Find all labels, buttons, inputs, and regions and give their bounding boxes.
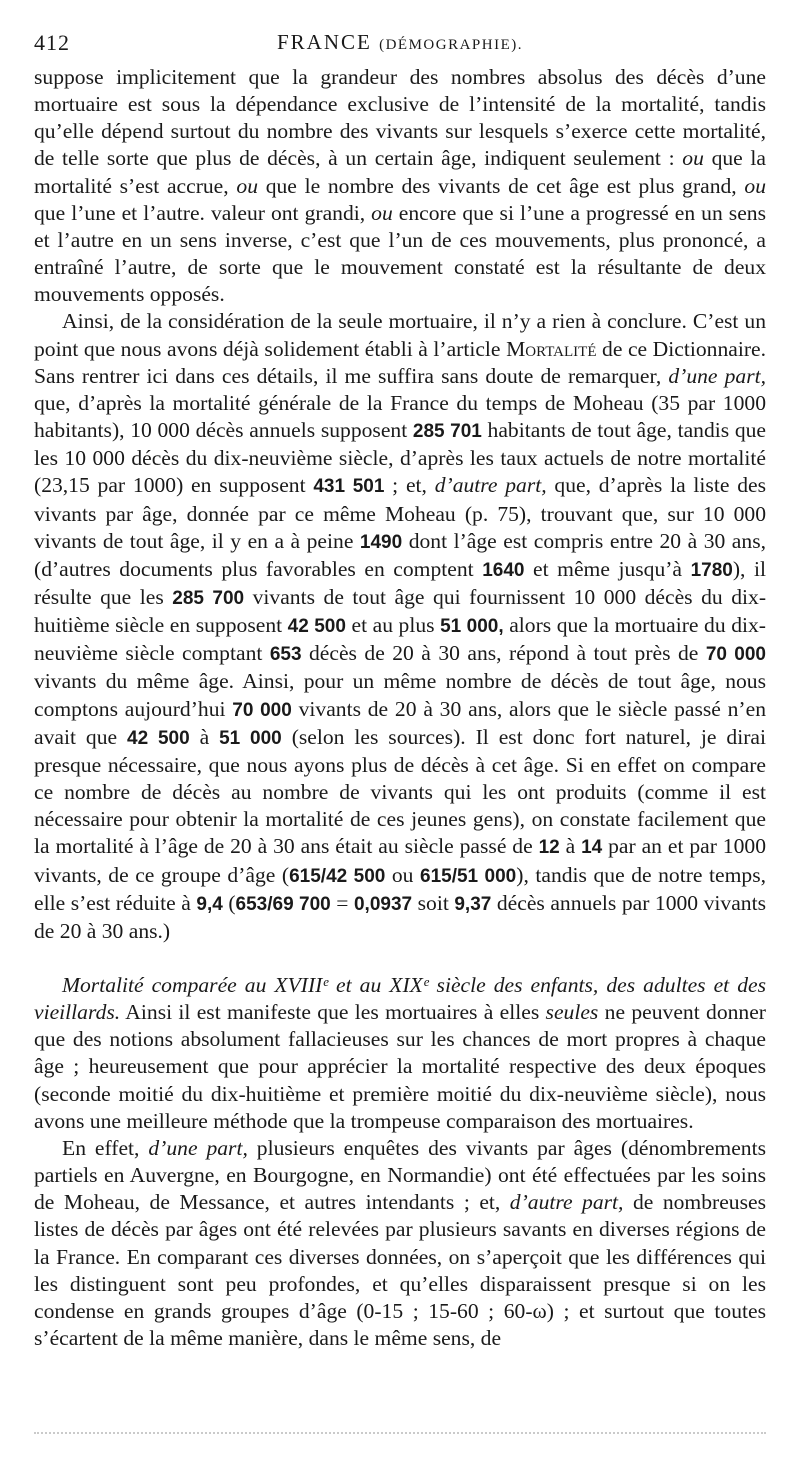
bold-number: 1780 xyxy=(690,559,733,581)
body-text xyxy=(34,64,766,1352)
text-run: que la mortalité s’est accrue, xyxy=(34,146,767,198)
italic-run: seules xyxy=(545,1000,599,1025)
italic-run: ou xyxy=(682,146,704,171)
text-run: à xyxy=(189,724,220,749)
running-head-title: FRANCE xyxy=(276,30,372,54)
text-run: que le nombre des vivants de cet âge est plus grand, xyxy=(257,173,745,198)
text-run: ne peuvent donner que des notions absolument fallacieuses sur les chances de mort propres à chaque âge ; heureusement que pour apprécier la mortalité respective des deux époques (seconde moitié du dix-huitième et première moitié du dix-neuvième siècle), nous avons une meilleure méthode que la trompeuse comparaison des mortuaires. xyxy=(34,1000,766,1133)
text-run: ), il résulte que les xyxy=(34,556,766,609)
text-run: plusieurs enquêtes des vivants par âges (dénombrements partiels en Auvergne, en Bourgogne, en Normandie) ont été effectuées par les soins de Moheau, de Messance, et autres intendants ; et, xyxy=(34,1135,766,1215)
text-run: ( xyxy=(222,890,236,915)
text-run: que, d’après la mortalité générale de la France du temps de Moheau (35 par 1000 habitants), 10 000 décès annuels supposent xyxy=(34,390,766,443)
text-run: de nombreuses listes de décès par âges ont été relevées par plusieurs savants en diverses régions de la France. En comparant ces diverses données, on s’aperçoit que les différences qui les distinguent sont peu profondes, et qu’elles disparaissent presque si on les condense en grands groupes d’âge (0-15 ; 15-60 ; 60-ω) ; et surtout que toutes s’écartent de la même manière, dans le même sens, de xyxy=(34,1190,766,1351)
bold-number: 70 000 xyxy=(705,644,766,666)
bold-number: 285 701 xyxy=(412,421,482,443)
section-run-in-heading: Mortalité comparée au XVIIIᵉ et au XIXᵉ siècle des enfants, des adultes et des vieillards. xyxy=(34,973,766,1025)
bold-number: 285 700 xyxy=(172,587,245,609)
paragraph-gap xyxy=(34,945,766,972)
text-run: vivants du même âge. Ainsi, pour un même nombre de décès de tout âge, nous comptons aujourd’hui xyxy=(34,669,766,721)
bold-number: 14 xyxy=(581,837,603,859)
bold-number: 9,4 xyxy=(196,893,223,915)
page-number: 412 xyxy=(34,30,70,55)
bold-number: 431 501 xyxy=(313,476,385,498)
text-run: dont l’âge est compris entre 20 à 30 ans, (d’autres documents plus favorables en comptent xyxy=(34,528,766,581)
bold-number: 615/42 500 xyxy=(289,865,386,887)
text-run: ), tandis que de notre temps, elle s’est réduite à xyxy=(34,862,766,915)
cross-reference: Mortalité xyxy=(506,336,597,361)
italic-run: d’une part, xyxy=(148,1135,248,1160)
text-run: vivants de 20 à 30 ans, alors que le siècle passé n’en avait que xyxy=(34,696,767,749)
text-run: à xyxy=(559,834,582,859)
bold-number: 12 xyxy=(538,837,560,859)
paragraph-section-heading xyxy=(34,972,766,1135)
italic-run: ou xyxy=(371,200,393,225)
text-run: et au plus xyxy=(345,613,441,638)
text-run: = xyxy=(330,890,354,915)
running-head-subtitle: (DÉMOGRAPHIE). xyxy=(379,37,524,53)
text-run: que, d’après la liste des vivants par âge, donnée par ce même Moheau (p. 75), trouvant que, sur 10 000 vivants de tout âge, il y en a à peine xyxy=(34,473,766,553)
text-run: (selon les sources). Il est donc fort naturel, je dirai presque nécessaire, que nous ayons plus de décès à cet âge. Si en effet on compare ce nombre de décès au nombre de vivants qui les ont produits (comme il est nécessaire pour obtenir la mortalité de ces jeunes gens), on constate facilement que la mortalité à l’âge de 20 à 30 ans était au siècle passé de xyxy=(34,724,766,859)
text-run: ; et, xyxy=(384,473,435,498)
running-head xyxy=(34,30,766,55)
text-run: ou xyxy=(385,862,421,887)
paragraph-mortuaire xyxy=(34,308,766,945)
italic-run: ou xyxy=(236,173,258,198)
bold-number: 0,0937 xyxy=(353,893,413,915)
paragraph-continuation xyxy=(34,64,766,308)
text-run: et même jusqu’à xyxy=(524,556,691,581)
bold-number: 653 xyxy=(269,644,302,666)
text-run: alors que la mortuaire du dix-neuvième siècle comptant xyxy=(34,613,766,666)
text-run: Ainsi il est manifeste que les mortuaires à elles xyxy=(120,1000,546,1025)
italic-run: ou xyxy=(744,173,767,198)
text-run: suppose implicitement que la grandeur des nombres absolus des décès d’une mortuaire est sous la dépendance exclusive de l’intensité de la mortalité, tandis qu’elle dépend surtout du nombre des vivants sur lesquels s’exerce cette mortalité, de telle sorte que plus de décès, à un certain âge, indiquent seulement : xyxy=(34,65,766,171)
text-run: habitants de tout âge, tandis que les 10 000 décès du dix-neuvième siècle, d’après les taux actuels de notre mortalité (23,15 par 1000) en supposent xyxy=(34,418,767,498)
italic-run: d’une part, xyxy=(668,363,766,388)
italic-run: d’autre part, xyxy=(434,473,547,498)
text-run: Ainsi, de la considération de la seule mortuaire, il n’y a rien à conclure. C’est un point que nous avons déjà solidement établi à l’article xyxy=(34,309,766,361)
text-run: de ce Dictionnaire. Sans rentrer ici dans ces détails, il me suffira sans doute de remarquer, xyxy=(34,336,766,388)
text-run: encore que si l’une a progressé en un sens et l’autre en un sens inverse, c’est que l’un de ces mouvements, plus prononcé, a entraîné l’autre, de sorte que le mouvement constaté est la résultante de deux mouvements opposés. xyxy=(34,200,766,307)
text-run: En effet, xyxy=(62,1135,149,1160)
bold-number: 51 000 xyxy=(219,727,282,749)
paragraph-enquetes xyxy=(34,1135,766,1352)
text-run: décès de 20 à 30 ans, répond à tout près de xyxy=(301,641,706,666)
bold-number: 615/51 000 xyxy=(420,865,517,887)
bold-number: 653/69 700 xyxy=(235,893,331,915)
bold-number: 9,37 xyxy=(454,893,492,915)
page-header xyxy=(34,30,766,58)
text-run: vivants de tout âge qui fournissent 10 000 décès du dix-huitième siècle en supposent xyxy=(34,584,767,638)
footer-bleed-through xyxy=(34,1432,766,1436)
bold-number: 1640 xyxy=(482,559,525,581)
italic-run: d’autre part, xyxy=(509,1190,624,1215)
text-run: que l’une et l’autre. valeur ont grandi, xyxy=(34,200,372,225)
bold-number: 42 500 xyxy=(127,727,190,749)
bold-number: 1490 xyxy=(359,531,403,553)
bold-number: 42 500 xyxy=(287,616,346,638)
text-run: décès annuels par 1000 vivants de 20 à 30 ans.) xyxy=(34,890,767,943)
text-run: par an et par 1000 vivants, de ce groupe d’âge ( xyxy=(34,834,766,887)
text-run: soit xyxy=(412,890,455,915)
bold-number: 70 000 xyxy=(232,699,292,721)
bold-number: 51 000, xyxy=(440,616,504,638)
